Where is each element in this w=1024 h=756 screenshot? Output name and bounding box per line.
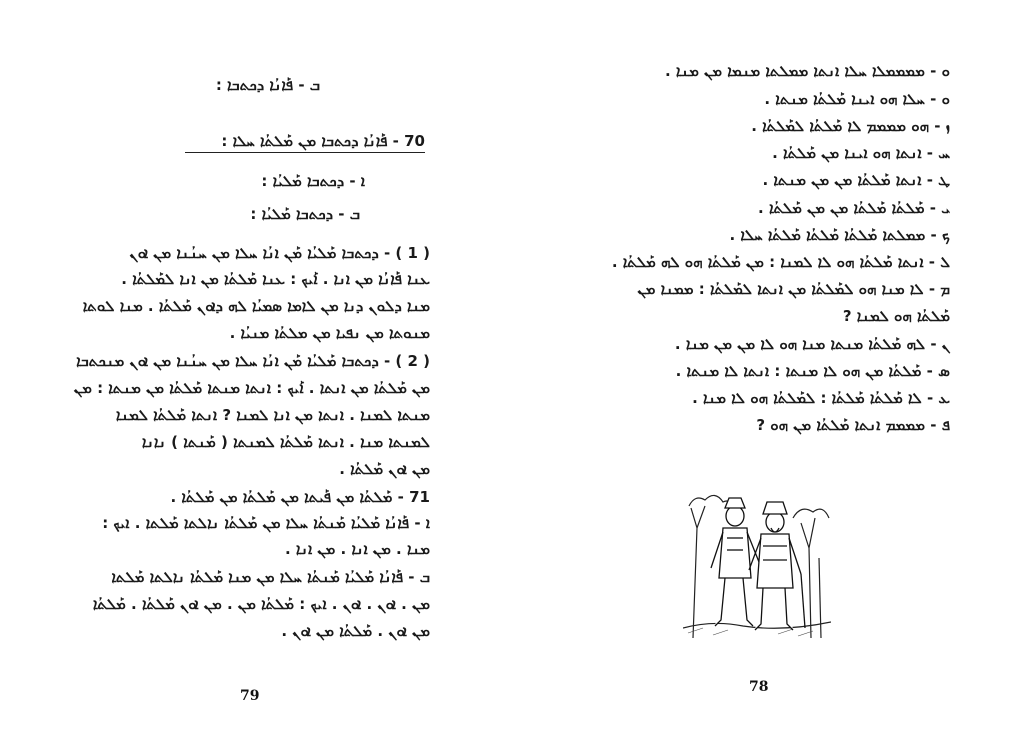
section-70-title: 70 - ܦܰܐܢܳܐ ܕܟܬܒܐ ܡܢ ܡܰܠܬܳܐ ܚܠܐ :	[185, 132, 425, 153]
section-71-line: ܒ - ܦܰܐܢܳܐ ܡܰܠܝܳܐ ܡܰܢܬܳܐ ܚܠܐ ܡܢ ܡܢܐ ܡܰܠܬܳܐ ܢܐܠܬܐ ܡܰܠܬܐ	[111, 568, 430, 586]
paragraph-2-line: ܡܢ ܡܰܠܬܳܐ ܡܢ ܐܢܬܐ . ܐܰܝܟ : ܐܢܬܐ ܡܢܬܐ ܡܰܠܬܳܐ ܡܢ ܡܢܬܐ : ܡܢ	[73, 379, 430, 397]
paragraph-2-line: ܡܢ ܐܘܢ ܡܰܠܬܳܐ .	[339, 460, 430, 478]
right-list-item: ܘ - ܡܡܡܡܠܐ ܚܠܐ ܐܢܬܐ ܡܡܠܬܐ ܡܢܡܐ ܡܢ ܡܢܐ .	[664, 62, 950, 80]
right-list-item: ܡ - ܠܐ ܡܢܐ ܗܘ ܠܡܰܠܬܳܐ ܡܢ ܐܢܬܐ ܠܡܰܠܬܳܐ : ܡܡܢܐ ܡܢ	[637, 280, 950, 298]
right-list-item: ܚ - ܐܢܬܐ ܗܘ ܐܝܢܐ ܡܢ ܡܰܠܬܳܐ .	[772, 144, 950, 162]
paragraph-1-line: ܡܢܐ ܕܠܘܢ ܕܢܐ ܡܢ ܠܐܡܐ ܣܡܝܳܐ ܠܗ ܕܐܘܢ ܡܰܠܬܳܐ . ܡܢܐ ܠܘܬܐ	[82, 297, 430, 315]
right-page	[512, 0, 1024, 756]
right-list-item: ܟ - ܡܡܠܬܐ ܡܰܠܬܳܐ ܡܰܠܬܳܐ ܡܰܠܬܳܐ ܚܠܐ .	[729, 226, 950, 244]
paragraph-1-line: ܡܢܘܬܐ ܡܢ ܢܦܝܐ ܡܢ ܡܠܬܳܐ ܡܢܝܳܐ .	[229, 324, 430, 342]
paragraph-2-line: ܡܢܬܐ ܠܡܢܐ . ܐܢܬܐ ܡܢ ܐܢܐ ܠܡܢܐ ? ܐܢܬܐ ܡܰܠܬܳܐ ܠܡܢܐ	[115, 406, 430, 424]
page-number-left: 79	[240, 688, 260, 704]
right-list-item: ܥ - ܠܐ ܡܰܠܬܳܐ ܡܰܠܬܳܐ : ܠܡܰܠܬܳܐ ܗܘ ܠܐ ܡܢܐ .	[692, 389, 950, 407]
paragraph-1-line: ܥܢܐ ܦܰܐܢܳܐ ܡܢ ܐܢܐ . ܐܰܝܟ : ܥܢܐ ܡܰܠܬܳܐ ܡܢ ܐܢܐ ܠܡܰܠܬܳܐ .	[121, 270, 430, 288]
section-71-line: ܡܢ . ܐܘܢ . ܐܘܢ . ܐܝܟ : ܡܰܠܬܳܐ ܡܢ . ܡܢ ܐܘܢ ܡܰܠܬܳܐ . ܡܰܠܬܳܐ	[92, 595, 430, 613]
section-71-line: ܡܢ ܐܘܢ . ܡܰܠܬܳܐ ܡܢ ܐܘܢ .	[281, 622, 430, 640]
subheading-b: ܒ - ܕܟܬܒܐ ܡܰܠܝܳܐ :	[250, 205, 360, 223]
two-men-walking-illustration	[683, 488, 831, 638]
paragraph-2-line: ܠܡܢܬܐ ܡܢܐ . ܐܢܬܐ ܡܰܠܬܳܐ ܠܡܢܬܐ ( ܡܰܢܬܐ ) ܢܐܢܐ	[141, 433, 430, 451]
right-list-item: ܠ - ܐܢܬܐ ܡܰܠܬܳܐ ܗܘ ܠܐ ܠܡܢܐ : ܡܢ ܡܰܠܬܳܐ ܗܘ ܠܗ ܡܰܠܬܳܐ .	[611, 253, 950, 271]
page-number-right: 78	[749, 679, 769, 695]
section-71-line: 71 - ܡܰܠܬܳܐ ܡܢ ܦܰܝܬܐ ܡܢ ܡܰܠܬܳܐ ܡܢ ܡܰܠܬܳܐ .	[170, 488, 430, 506]
right-list-item: ܛ - ܐܢܬܐ ܡܰܠܬܳܐ ܡܢ ܡܢ ܡܢܬܐ .	[762, 171, 950, 189]
right-list-item: ܙ - ܗܘ ܡܡܡܡ ܠܐ ܡܰܠܬܳܐ ܠܡܰܠܬܳܐ .	[751, 117, 950, 135]
paragraph-1-line: ( 1 ) - ܕܟܬܒܐ ܡܰܠܝܳܐ ܡܰܢ ܐܢܳܐ ܚܠܐ ܡܢ ܚܢܳܢܐ ܡܢ ܐܘܢ	[129, 244, 430, 262]
section-71-line: ܡܢܐ . ܡܢ ܐܢܐ . ܡܢ ܐܢܐ .	[285, 540, 430, 558]
right-list-item: ܦ - ܡܡܡܡ ܐܢܬܐ ܡܰܠܬܳܐ ܡܢ ܗܘ ?	[756, 416, 950, 434]
left-heading: ܒ - ܦܰܐܢܳܐ ܕܟܬܒܐ :	[215, 76, 320, 94]
right-list-item: ܢ - ܠܗ ܡܰܠܬܳܐ ܡܢܬܐ ܡܢܐ ܗܘ ܠܐ ܡܢ ܡܢ ܡܢܐ .	[674, 335, 950, 353]
section-71-line: ܐ - ܦܰܐܢܳܐ ܡܰܠܝܳܐ ܡܰܢܬܳܐ ܚܠܐ ܡܢ ܡܰܠܬܳܐ ܢܐܠܬܐ ܡܰܠܬܐ . ܐܝܟ :	[102, 514, 430, 532]
paragraph-2-line: ( 2 ) - ܕܟܬܒܐ ܡܰܠܝܳܐ ܡܰܢ ܐܢܳܐ ܚܠܐ ܡܢ ܚܢܳܢܐ ܡܢ ܐܘܢ ܡܢܟܬܒܐ	[76, 352, 430, 370]
right-list-item: ܣ - ܡܰܠܬܳܐ ܡܢ ܗܘ ܠܐ ܡܢܬܐ : ܐܢܬܐ ܠܐ ܡܢܬܐ .	[675, 362, 950, 380]
right-list-item: ܝ - ܡܰܠܬܳܐ ܡܰܠܬܳܐ ܡܢ ܡܢ ܡܰܠܬܳܐ .	[758, 199, 950, 217]
right-list-item: ܡܰܠܬܳܐ ܗܘ ܠܡܢܐ ?	[842, 307, 950, 325]
left-page	[0, 0, 500, 756]
right-list-item: ܘ - ܚܠܐ ܗܘ ܐܝܢܐ ܡܰܠܬܳܐ ܡܢܬܐ .	[764, 90, 950, 108]
subheading-a: ܐ - ܕܟܬܒܐ ܡܰܠܝܳܐ :	[261, 172, 365, 190]
